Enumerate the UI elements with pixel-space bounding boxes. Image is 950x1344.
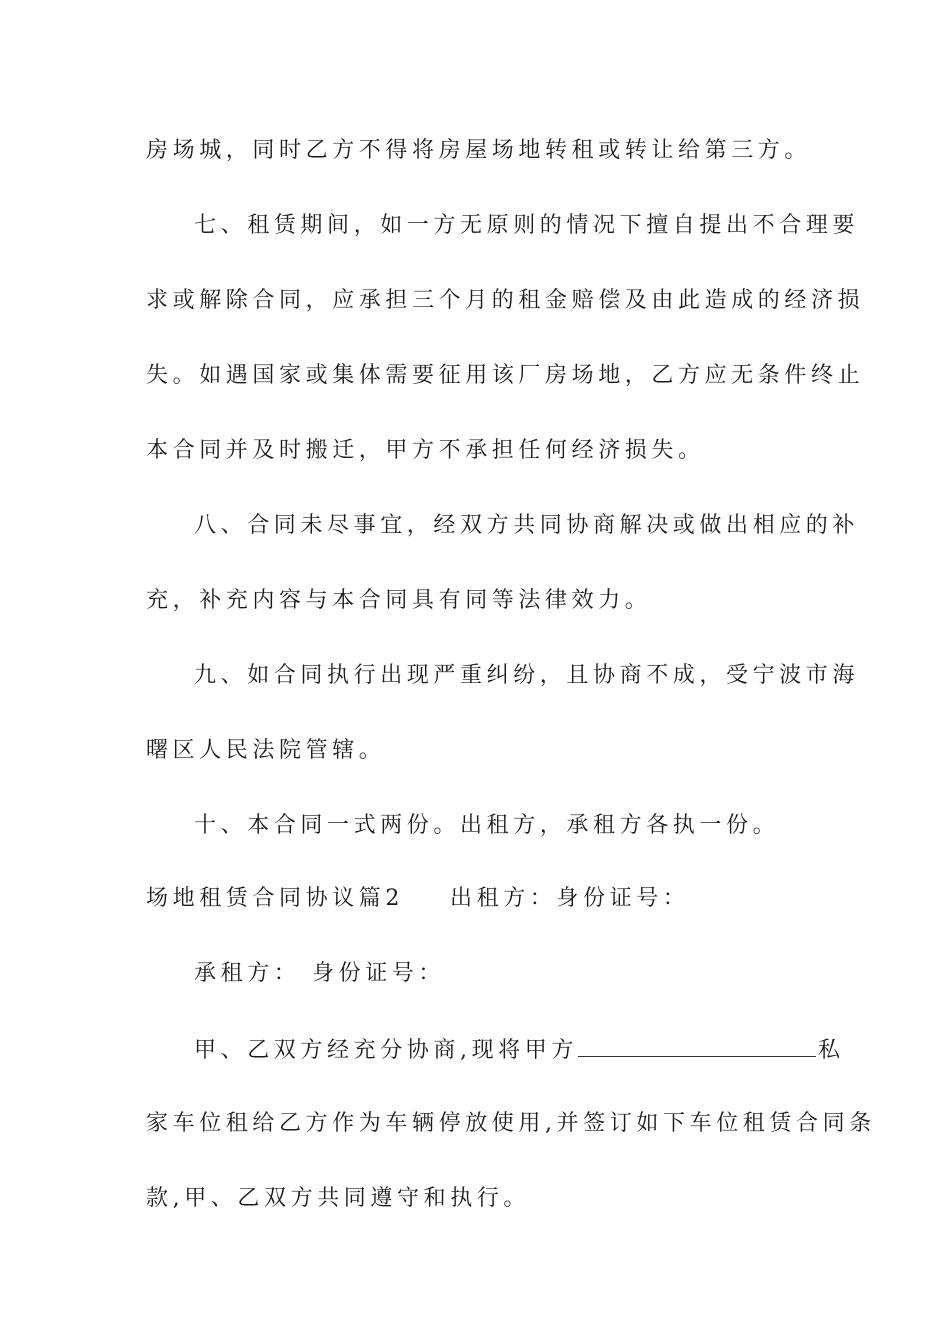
lessor-id-label: 出租方：身份证号： bbox=[450, 886, 690, 911]
section-2-heading-line bbox=[146, 884, 806, 914]
clause-8-line: 充，补充内容与本合同具有同等法律效力。 bbox=[146, 588, 652, 613]
agreement-line: 款,甲、乙双方共同遵守和执行。 bbox=[146, 1186, 530, 1211]
agreement-line bbox=[194, 1034, 845, 1066]
agreement-text-before-blank: 甲、乙双方经充分协商,现将甲方 bbox=[194, 1038, 578, 1063]
clause-7-line: 七、租赁期间，如一方无原则的情况下擅自提出不合理要 bbox=[194, 213, 860, 238]
clause-9-line: 曙区人民法院管辖。 bbox=[146, 738, 386, 763]
lessee-id-label: 承租方： 身份证号： bbox=[194, 961, 445, 986]
agreement-text-after-blank: 私 bbox=[818, 1038, 845, 1063]
section-2-title: 场地租赁合同协议篇2 bbox=[146, 886, 404, 911]
clause-9-line: 九、如合同执行出现严重纠纷，且协商不成，受宁波市海 bbox=[194, 663, 860, 688]
clause-7-line: 本合同并及时搬迁，甲方不承担任何经济损失。 bbox=[146, 438, 705, 463]
clause-10-line: 十、本合同一式两份。出租方，承租方各执一份。 bbox=[194, 813, 780, 838]
agreement-line: 家车位租给乙方作为车辆停放使用,并签订如下车位租赁合同条 bbox=[146, 1111, 876, 1136]
fill-in-blank bbox=[578, 1034, 816, 1057]
clause-8-line: 八、合同未尽事宜，经双方共同协商解决或做出相应的补 bbox=[194, 513, 860, 538]
paragraph-line: 房场城，同时乙方不得将房屋场地转租或转让给第三方。 bbox=[146, 138, 812, 163]
clause-7-line: 求或解除合同，应承担三个月的租金赔偿及由此造成的经济损 bbox=[146, 288, 865, 313]
clause-7-line: 失。如遇国家或集体需要征用该厂房场地，乙方应无条件终止 bbox=[146, 363, 865, 388]
